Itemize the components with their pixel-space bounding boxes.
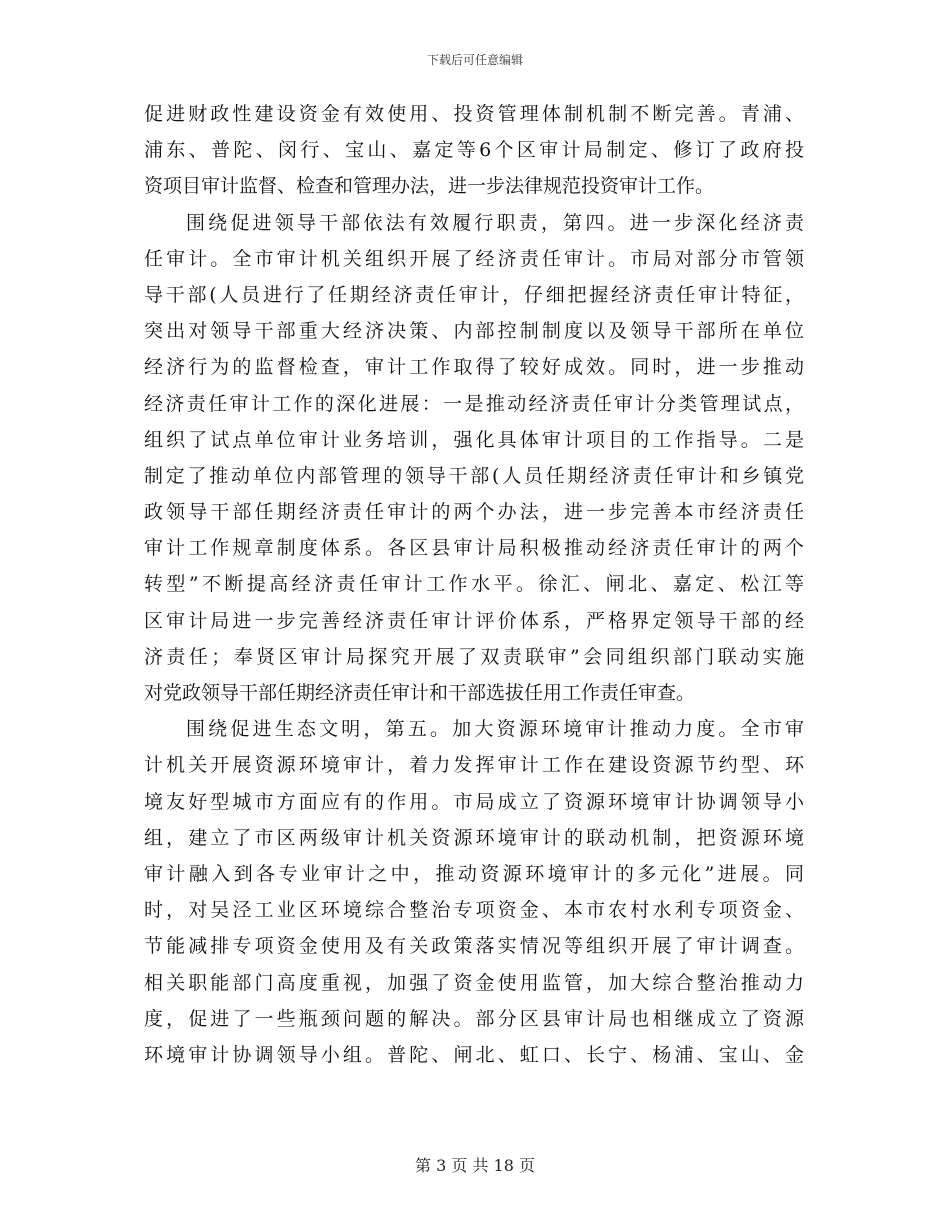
text-line: 政领导干部任期经济责任审计的两个办法，进一步完善本市经济责任: [144, 501, 804, 524]
text-line: 资项目审计监督、检查和管理办法，进一步法律规范投资审计工作。: [144, 175, 715, 198]
page-header: 下载后可任意编辑: [426, 53, 523, 67]
page-number-footer: 第 3 页 共 18 页: [415, 1156, 535, 1175]
text-line: 浦东、普陀、闵行、宝山、嘉定等6个区审计局制定、修订了政府投: [144, 139, 804, 162]
text-line: 组织了试点单位审计业务培训，强化具体审计项目的工作指导。二是: [144, 428, 804, 451]
text-line: 节能减排专项资金使用及有关政策落实情况等组织开展了审计调查。: [144, 935, 804, 958]
text-line: 区审计局进一步完善经济责任审计评价体系，严格界定领导干部的经: [144, 609, 804, 632]
text-line: 组，建立了市区两级审计机关资源环境审计的联动机制，把资源环境: [144, 826, 804, 849]
text-line: 经济责任审计工作的深化进展：一是推动经济责任审计分类管理试点，: [144, 392, 804, 415]
text-line: 突出对领导干部重大经济决策、内部控制制度以及领导干部所在单位: [144, 320, 804, 343]
paragraph-start-line: 围绕促进领导干部依法有效履行职责，第四。进一步深化经济责: [186, 211, 804, 234]
text-line: 时，对吴泾工业区环境综合整治专项资金、本市农村水利专项资金、: [144, 899, 804, 922]
text-line: 制定了推动单位内部管理的领导干部(人员任期经济责任审计和乡镇党: [144, 464, 804, 487]
text-line: 相关职能部门高度重视，加强了资金使用监管，加大综合整治推动力: [144, 971, 804, 994]
text-line: 审计工作规章制度体系。各区县审计局积极推动经济责任审计的两个: [144, 537, 804, 560]
text-line: 经济行为的监督检查，审计工作取得了较好成效。同时，进一步推动: [144, 356, 804, 379]
text-line: 促进财政性建设资金有效使用、投资管理体制机制不断完善。青浦、: [144, 103, 804, 125]
text-line: 境友好型城市方面应有的作用。市局成立了资源环境审计协调领导小: [144, 790, 804, 813]
text-line: 度，促进了一些瓶颈问题的解决。部分区县审计局也相继成立了资源: [144, 1007, 804, 1030]
text-line: 导干部(人员进行了任期经济责任审计，仔细把握经济责任审计特征，: [144, 283, 804, 306]
text-line: 对党政领导干部任期经济责任审计和干部选拔任用工作责任审查。: [144, 682, 696, 704]
text-line: 转型”不断提高经济责任审计工作水平。徐汇、闸北、嘉定、松江等: [144, 573, 804, 596]
text-line: 审计融入到各专业审计之中，推动资源环境审计的多元化”进展。同: [144, 862, 804, 885]
paragraph-start-line: 围绕促进生态文明，第五。加大资源环境审计推动力度。全市审: [186, 718, 804, 741]
document-body: [144, 96, 804, 1073]
text-line: 济责任；奉贤区审计局探究开展了双责联审”会同组织部门联动实施: [144, 645, 804, 668]
text-line: 任审计。全市审计机关组织开展了经济责任审计。市局对部分市管领: [144, 247, 804, 270]
text-line: 计机关开展资源环境审计，着力发挥审计工作在建设资源节约型、环: [144, 754, 804, 777]
text-line: 环境审计协调领导小组。普陀、闸北、虹口、长宁、杨浦、宝山、金: [144, 1043, 804, 1066]
